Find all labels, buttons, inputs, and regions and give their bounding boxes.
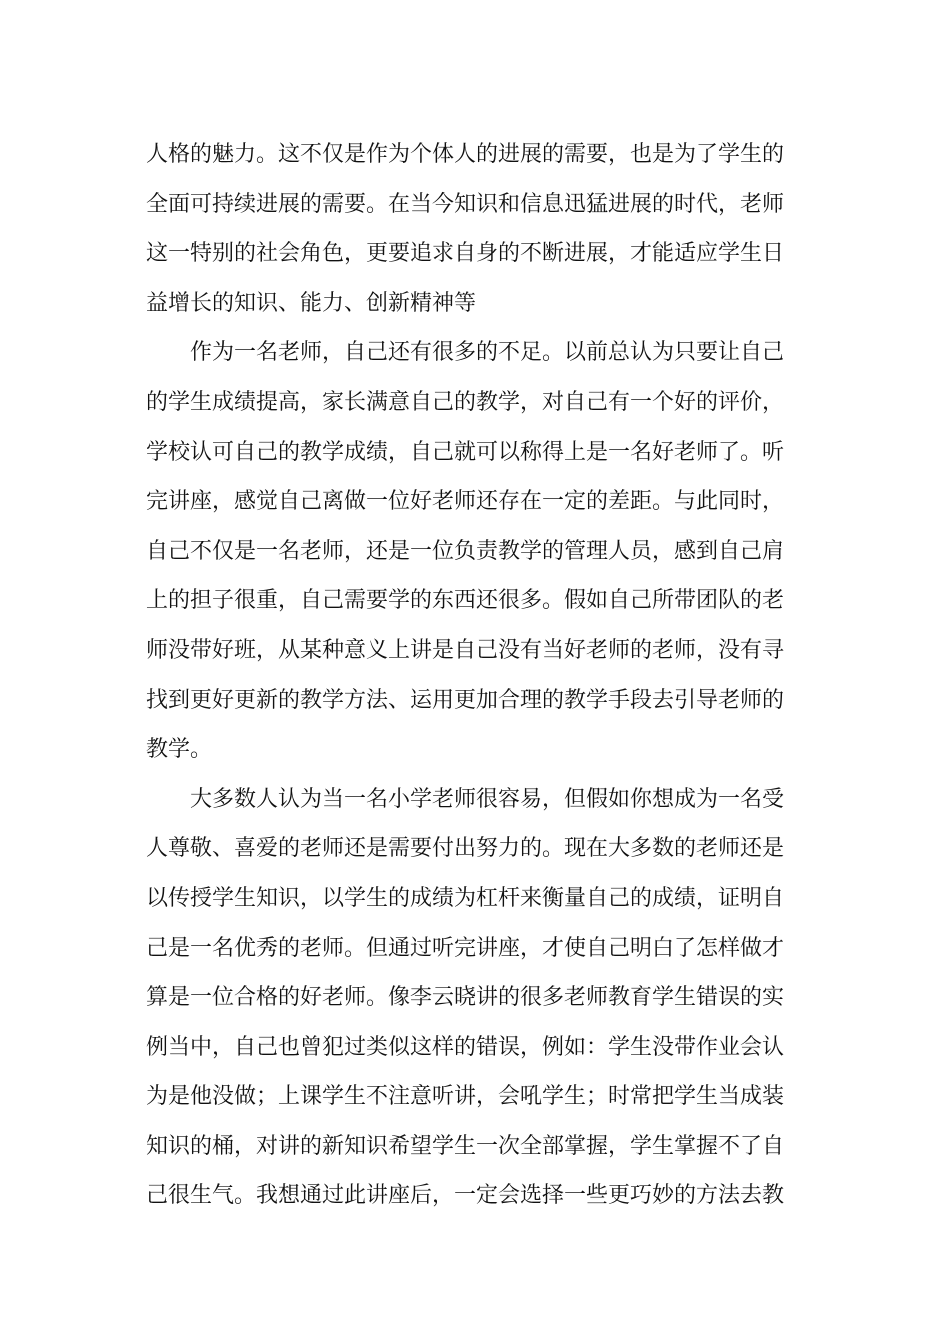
- text-line: 上的担子很重，自己需要学的东西还很多。假如自己所带团队的老: [146, 588, 785, 614]
- text-line: 以传授学生知识，以学生的成绩为杠杆来衡量自己的成绩，证明自: [146, 885, 785, 911]
- text-line: 全面可持续进展的需要。在当今知识和信息迅猛进展的时代，老师: [146, 191, 785, 217]
- text-line: 例当中，自己也曾犯过类似这样的错误，例如：学生没带作业会认: [146, 1034, 785, 1060]
- paragraph-1: [146, 130, 806, 328]
- paragraph-3: [146, 775, 806, 1221]
- text-line: 教学。: [146, 737, 213, 763]
- text-line: 师没带好班，从某种意义上讲是自己没有当好老师的老师，没有寻: [146, 637, 785, 663]
- paragraph-2: [146, 328, 806, 774]
- text-line: 人格的魅力。这不仅是作为个体人的进展的需要，也是为了学生的: [146, 142, 785, 167]
- text-line: 的学生成绩提高，家长满意自己的教学，对自己有一个好的评价，: [146, 389, 785, 415]
- text-line: 这一特别的社会角色，更要追求自身的不断进展，才能适应学生日: [146, 241, 785, 267]
- text-line: 完讲座，感觉自己离做一位好老师还存在一定的差距。与此同时，: [146, 489, 785, 515]
- text-line: 学校认可自己的教学成绩，自己就可以称得上是一名好老师了。听: [146, 439, 785, 465]
- text-line: 人尊敬、喜爱的老师还是需要付出努力的。现在大多数的老师还是: [146, 836, 785, 862]
- text-line: 己很生气。我想通过此讲座后，一定会选择一些更巧妙的方法去教: [146, 1183, 785, 1209]
- document-page: [146, 130, 806, 1221]
- text-line: 作为一名老师，自己还有很多的不足。以前总认为只要让自己: [190, 340, 785, 366]
- text-line: 算是一位合格的好老师。像李云晓讲的很多老师教育学生错误的实: [146, 985, 785, 1011]
- text-line: 知识的桶，对讲的新知识希望学生一次全部掌握，学生掌握不了自: [146, 1133, 785, 1159]
- text-line: 找到更好更新的教学方法、运用更加合理的教学手段去引导老师的: [146, 687, 785, 713]
- text-line: 为是他没做；上课学生不注意听讲，会吼学生；时常把学生当成装: [146, 1084, 785, 1110]
- text-line: 己是一名优秀的老师。但通过听完讲座，才使自己明白了怎样做才: [146, 935, 785, 961]
- text-line: 自己不仅是一名老师，还是一位负责教学的管理人员，感到自己肩: [146, 538, 785, 564]
- text-line: 益增长的知识、能力、创新精神等: [146, 290, 477, 316]
- text-line: 大多数人认为当一名小学老师很容易，但假如你想成为一名受: [190, 786, 785, 812]
